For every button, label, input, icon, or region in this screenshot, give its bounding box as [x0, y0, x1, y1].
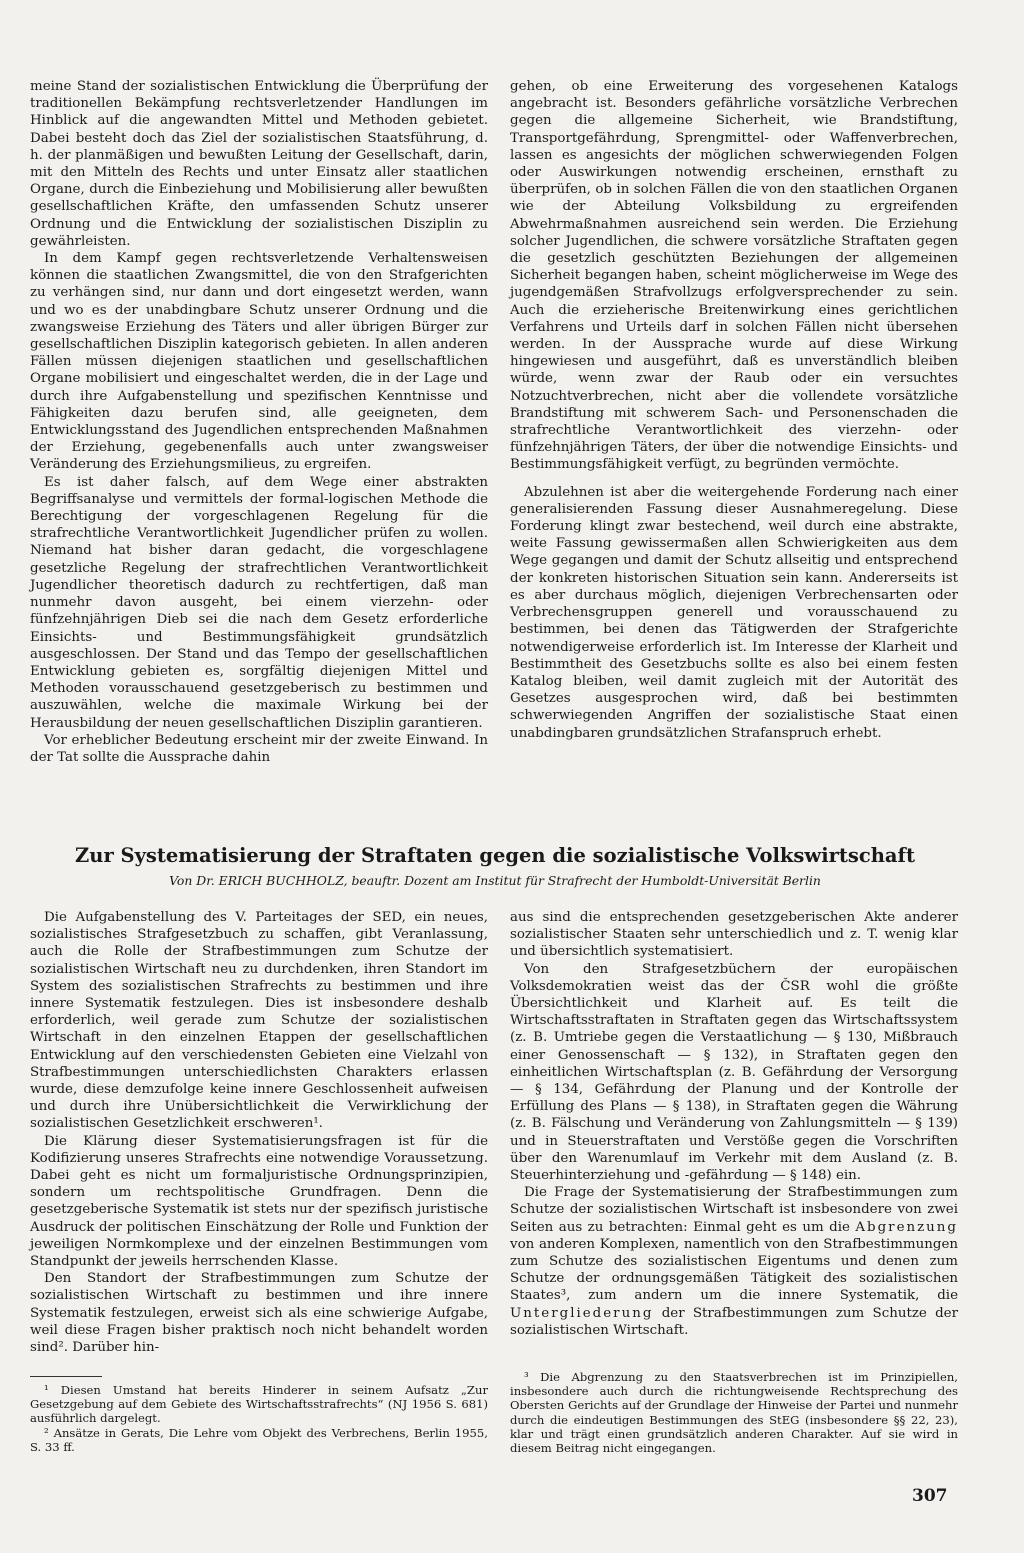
paragraph: Die Aufgabenstellung des V. Parteitages der SED, ein neues, sozialistisches Strafgesetzbuch zu schaffen, gibt Veranlassung, auch die Rolle der Strafbestimmungen zum Schutze der sozialistischen Wirtschaft neu zu durchdenken, ihren Standort im System des sozialistischen Strafrechts zu bestimmen und ihre innere Systematik festzulegen. Dies ist insbesondere deshalb erforderlich, weil gerade zum Schutze der sozialistischen Wirtschaft in den einzelnen Etappen der gesellschaftlichen Entwicklung auf den verschiedensten Gebieten eine Vielzahl von Strafbestimmungen unterschiedlichsten Charakters erlassen wurde, diese demzufolge keine innere Geschlossenheit aufweisen und durch ihre Unübersichtlichkeit die Verwirklichung der sozialistischen Gesetzlichkeit erschweren¹.	[30, 910, 488, 1132]
footnotes-right	[510, 1370, 958, 1455]
spaced-term: Untergliederung	[510, 1305, 654, 1321]
footnote-rule	[30, 1376, 102, 1377]
footnote: ² Ansätze in Gerats, Die Lehre vom Objekt des Verbrechens, Berlin 1955, S. 33 ff.	[30, 1425, 488, 1454]
column-bottom-left	[30, 909, 488, 1356]
column-bottom-right	[510, 909, 958, 1339]
paragraph: meine Stand der sozialistischen Entwicklung die Überprüfung der traditionellen Bekämpfung rechtsverletzender Handlungen im Hinblick auf die angewandten Mittel und Methoden gebietet. Dabei besteht doch das Ziel der sozialistischen Staatsführung, d. h. der planmäßigen und bewußten Leitung der Gesellschaft, darin, mit den Mitteln des Rechts und unter Einsatz aller staatlichen Organe, durch die Einbeziehung und Mobilisierung aller bewußten gesellschaftlichen Kräfte, den umfassenden Schutz unserer Ordnung und die Entwicklung der sozialistischen Disziplin zu gewährleisten.	[30, 79, 488, 249]
paragraph: Es ist daher falsch, auf dem Wege einer abstrakten Begriffsanalyse und vermittels der formal-logischen Methode die Berechtigung der vorgeschlagenen Regelung für die strafrechtliche Verantwortlichkeit Jugendlicher prüfen zu wollen. Niemand hat bisher daran gedacht, die vorgeschlagene gesetzliche Regelung der strafrechtlichen Verantwortlichkeit Jugendlicher theoretisch dadurch zu rechtfertigen, daß man nunmehr davon ausgeht, bei einem vierzehn- oder fünfzehnjährigen Dieb sei die nach dem Gesetz erforderliche Einsichts- und Bestimmungsfähigkeit grundsätzlich ausgeschlossen. Der Stand und das Tempo der gesellschaftlichen Entwicklung gebieten es, sorgfältig diejenigen Mittel und Methoden vorausschauend gesetzgeberisch zu bestimmen und auszuwählen, welche die maximale Wirkung bei der Herausbildung der neuen gesellschaftlichen Disziplin garantieren.	[30, 474, 488, 731]
article-byline: Von Dr. ERICH BUCHHOLZ, beauftr. Dozent am Institut für Strafrecht der Humboldt-Universität Berlin	[169, 873, 821, 888]
paragraph: Vor erheblicher Bedeutung erscheint mir der zweite Einwand. In der Tat sollte die Aussprache dahin	[30, 732, 488, 765]
column-top-left	[30, 78, 488, 766]
column-top-right	[510, 78, 958, 742]
footnotes-left	[30, 1383, 488, 1454]
text-run: von anderen Komplexen, namentlich von den Strafbestimmungen zum Schutze des sozialistischen Eigentums und denen zum Schutze der ordnungsgemäßen Tätigkeit des sozialistischen Staates³, zum andern um die innere Systematik, die	[510, 1236, 958, 1304]
footnote: ³ Die Abgrenzung zu den Staatsverbrechen ist im Prinzipiellen, insbesondere auch durch die richtungweisende Rechtsprechung des Obersten Gerichts auf der Grundlage der Hinweise der Partei und nunmehr durch die eindeutigen Bestimmungen des StEG (insbesondere §§ 22, 23), klar und trägt einen grundsätzlich anderen Charakter. Auf sie wird in diesem Beitrag nicht eingegangen.	[510, 1370, 958, 1456]
paragraph: Die Klärung dieser Systematisierungsfragen ist für die Kodifizierung unseres Strafrechts eine notwendige Voraussetzung. Dabei geht es nicht um formaljuristische Ordnungsprinzipien, sondern um rechtspolitische Grundfragen. Denn die gesetzgeberische Systematik ist stets nur der spezifisch juristische Ausdruck der politischen Einschätzung der Rolle und Funktion der jeweiligen Normkomplexe und der einzelnen Bestimmungen vom Standpunkt der jeweils herrschenden Klasse.	[30, 1133, 488, 1270]
paragraph: aus sind die entsprechenden gesetzgeberischen Akte anderer sozialistischer Staaten sehr unterschiedlich und z. T. wenig klar und übersichtlich systematisiert.	[510, 910, 958, 960]
paragraph: Von den Strafgesetzbüchern der europäischen Volksdemokratien weist das der ČSR wohl die größte Übersichtlichkeit und Klarheit auf. Es teilt die Wirtschaftsstraftaten in Straftaten gegen das Wirtschaftssystem (z. B. Umtriebe gegen die Verstaatlichung — § 130, Mißbrauch einer Genossenschaft — § 132), in Straftaten gegen den einheitlichen Wirtschaftsplan (z. B. Gefährdung der Versorgung — § 134, Gefährdung der Planung und der Kontrolle der Erfüllung des Plans — § 138), in Straftaten gegen die Währung (z. B. Fälschung und Veränderung von Zahlungsmitteln — § 139) und in Steuerstraftaten und Verstöße gegen die Vorschriften über den Warenumlauf im Verkehr mit dem Ausland (z. B. Steuerhinterziehung und -gefährdung — § 148) ein.	[510, 961, 958, 1184]
paragraph	[510, 1184, 958, 1339]
page-number: 307	[912, 1486, 948, 1506]
paragraph: Abzulehnen ist aber die weitergehende Forderung nach einer generalisierenden Fassung dieser Ausnahmeregelung. Diese Forderung klingt zwar bestechend, weil durch eine abstrakte, weite Fassung gewissermaßen allen Schwierigkeiten aus dem Wege gegangen und damit der Schutz allseitig und entsprechend der konkreten historischen Situation sein kann. Andererseits ist es aber durchaus möglich, diejenigen Verbrechensarten oder Verbrechensgruppen generell und vorausschauend zu bestimmen, bei denen das Tätigwerden der Strafgerichte notwendigerweise erforderlich ist. Im Interesse der Klarheit und Bestimmtheit des Gesetzbuchs sollte es also bei einem festen Katalog bleiben, weil damit zugleich mit der Autorität des Gesetzes ausgesprochen wird, daß bei bestimmten schwerwiegenden Angriffen der sozialistische Staat einen unabdingbaren grundsätzlichen Strafanspruch erhebt.	[510, 484, 958, 741]
spaced-term: Abgrenzung	[855, 1219, 958, 1235]
paragraph: gehen, ob eine Erweiterung des vorgesehenen Katalogs angebracht ist. Besonders gefährliche vorsätzliche Verbrechen gegen die allgemeine Sicherheit, wie Brandstiftung, Transportgefährdung, Sprengmittel- oder Waffenverbrechen, lassen es angesichts der möglichen schwerwiegenden Folgen oder Auswirkungen notwendig erscheinen, ernsthaft zu überprüfen, ob in solchen Fällen die von den staatlichen Organen wie der Abteilung Volksbildung zu ergreifenden Abwehrmaßnahmen ausreichend sein werden. Die Erziehung solcher Jugendlichen, die schwere vorsätzliche Straftaten gegen die gesetzlich geschützten Beziehungen der allgemeinen Sicherheit begangen haben, scheint möglicherweise im Wege des jugendgemäßen Strafvollzugs erfolgversprechender zu sein. Auch die erzieherische Breitenwirkung eines gerichtlichen Verfahrens und Urteils darf in solchen Fällen nicht übersehen werden. In der Aussprache wurde auf diese Wirkung hingewiesen und ausgeführt, daß es unverständlich bleiben würde, wenn zwar der Raub oder ein versuchtes Notzuchtverbrechen, nicht aber die vollendete vorsätzliche Brandstiftung mit schwerem Sach- und Personenschaden die strafrechtliche Verantwortlichkeit des vierzehn- oder fünfzehnjährigen Täters, der über die notwendige Einsichts- und Bestimmungsfähigkeit verfügt, zu begründen vermöchte.	[510, 79, 958, 473]
text-run: Die Frage der Systematisierung der Strafbestimmungen zum Schutze der sozialistischen Wirtschaft ist insbesondere von zwei Seiten aus zu betrachten: Einmal geht es um die	[510, 1185, 958, 1235]
paragraph: Den Standort der Strafbestimmungen zum Schutze der sozialistischen Wirtschaft zu bestimmen und ihre innere Systematik festzulegen, erweist sich als eine schwierige Aufgabe, weil diese Fragen bisher praktisch noch nicht behandelt worden sind². Darüber hin-	[30, 1271, 488, 1356]
paragraph: In dem Kampf gegen rechtsverletzende Verhaltensweisen können die staatlichen Zwangsmittel, die von den Strafgerichten zu verhängen sind, nur dann und dort eingesetzt werden, wann und wo es der unabdingbare Schutz unserer Ordnung und die zwangsweise Erziehung des Täters und aller übrigen Bürger zur gesellschaftlichen Disziplin kategorisch gebieten. In allen anderen Fällen müssen diejenigen staatlichen und gesellschaftlichen Organe mobilisiert und eingeschaltet werden, die in der Lage und durch ihre Aufgabenstellung und spezifischen Kenntnisse und Fähigkeiten dazu berufen sind, alle geeigneten, dem Entwicklungsstand des Jugendlichen entsprechenden Maßnahmen der Erziehung, gegebenenfalls auch unter zwangsweiser Veränderung des Erziehungsmilieus, zu ergreifen.	[30, 251, 488, 473]
footnote: ¹ Diesen Umstand hat bereits Hinderer in seinem Aufsatz „Zur Gesetzgebung auf dem Gebiete des Wirtschaftsstrafrechts“ (NJ 1956 S. 681) ausführlich dargelegt.	[30, 1383, 488, 1426]
article-title: Zur Systematisierung der Straftaten gegen die sozialistische Volkswirtschaft	[75, 844, 915, 867]
text-run: der Strafbestimmungen zum Schutze der sozialistischen Wirtschaft.	[510, 1305, 958, 1338]
